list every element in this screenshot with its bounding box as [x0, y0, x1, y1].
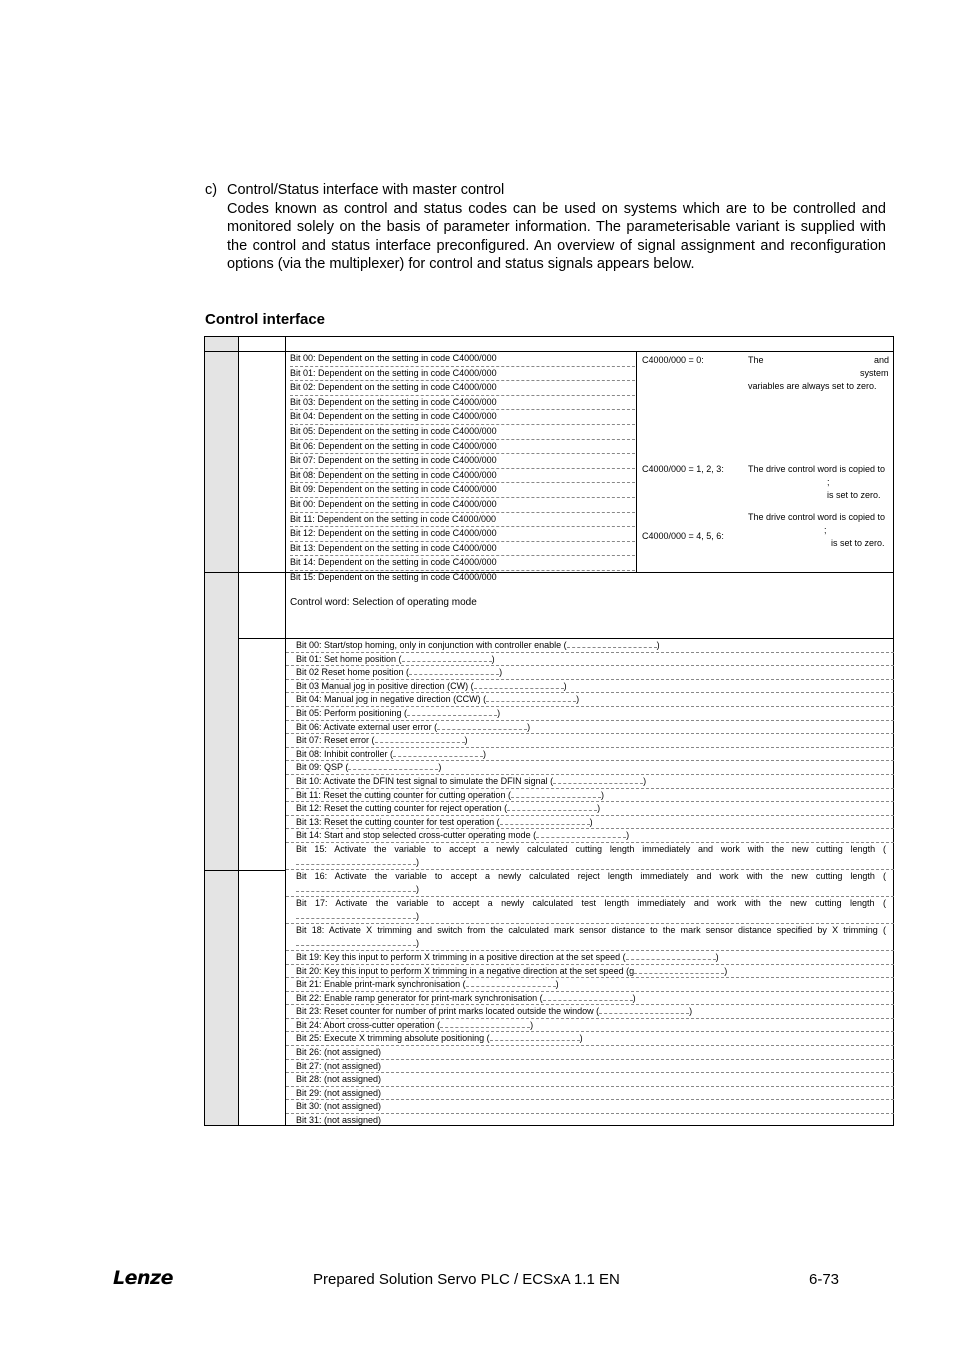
close-paren: ) [416, 937, 419, 948]
bit-label: Bit 29: (not assigned) [296, 1087, 382, 1098]
close-paren: ) [643, 775, 647, 786]
note-text: The drive control word is copied to [748, 512, 886, 522]
bit-label: Bit 11: Reset the cutting counter for cutting operation ( [296, 789, 511, 800]
close-paren: ) [527, 721, 531, 732]
bit-label: Bit 10: Activate the DFIN test signal to simulate the DFIN signal ( [296, 775, 554, 786]
bit-label: Bit 15: Activate the variable to accept a newly calculated cutting length immediately and work with the new cutting length ( [296, 843, 886, 854]
bit-row [286, 734, 894, 748]
placeholder-blank [348, 769, 438, 770]
close-paren: ) [715, 951, 719, 962]
placeholder-blank [567, 647, 657, 648]
placeholder-blank [626, 959, 716, 960]
bit-row: Bit 03: Dependent on the setting in code C4000/000 [290, 396, 635, 411]
placeholder-blank [393, 756, 483, 757]
placeholder-blank [296, 891, 416, 892]
placeholder-blank [507, 810, 597, 811]
bit-row [286, 693, 894, 707]
close-paren: ) [491, 653, 495, 664]
note-text: ; [827, 477, 830, 487]
bit-row [286, 978, 894, 992]
bit-row: Bit 00: Dependent on the setting in code C4000/000 [290, 352, 635, 367]
bit-label: Bit 02 Reset home position ( [296, 667, 410, 678]
close-paren: ) [416, 910, 419, 921]
section-title: Control interface [205, 311, 326, 328]
placeholder-blank [437, 729, 527, 730]
bit-label: Bit 03 Manual jog in positive direction (CW) ( [296, 680, 474, 691]
table-row-control-word-1 [286, 352, 894, 582]
bit-row [286, 1060, 894, 1074]
bit-row [286, 951, 894, 965]
note-text: variables are always set to zero. [748, 381, 877, 391]
bit-row [286, 1005, 894, 1019]
close-paren: ) [689, 1006, 693, 1017]
bit-row [286, 680, 894, 694]
bit-row [286, 748, 894, 762]
footer-title: Prepared Solution Servo PLC / ECSxA 1.1 EN [313, 1271, 620, 1288]
close-paren: ) [499, 667, 503, 678]
close-paren: ) [416, 883, 419, 894]
close-paren: ) [563, 680, 567, 691]
bit-label: Bit 07: Reset error ( [296, 735, 375, 746]
bit-label: Bit 30: (not assigned) [296, 1101, 382, 1112]
close-paren: ) [530, 1019, 534, 1030]
bit-row: Bit 12: Dependent on the setting in code C4000/000 [290, 527, 635, 542]
placeholder-blank [296, 918, 416, 919]
bit-list [286, 352, 637, 582]
close-paren: ) [600, 789, 604, 800]
bit-row [286, 816, 894, 830]
placeholder-blank [486, 701, 576, 702]
bit-row [286, 992, 894, 1006]
placeholder-blank [536, 837, 626, 838]
close-paren: ) [626, 830, 630, 841]
table-row-mode-selection: Control word: Selection of operating mode [290, 597, 477, 608]
placeholder-blank [296, 945, 416, 946]
close-paren: ) [438, 762, 442, 773]
bit-label: Bit 16: Activate the variable to accept a newly calculated reject length immediately and work with the new cutting length ( [296, 870, 886, 881]
bit-row [286, 870, 894, 897]
list-label: c) [205, 182, 218, 198]
bit-row: Bit 14: Dependent on the setting in code C4000/000 [290, 556, 635, 571]
note-code: C4000/000 = 4, 5, 6: [642, 531, 724, 541]
bit-label: Bit 01: Set home position ( [296, 653, 402, 664]
bit-label: Bit 05: Perform positioning ( [296, 707, 408, 718]
placeholder-blank [511, 797, 601, 798]
bit-label: Bit 27: (not assigned) [296, 1060, 382, 1071]
close-paren: ) [589, 816, 593, 827]
bit-row: Bit 13: Dependent on the setting in code C4000/000 [290, 542, 635, 557]
table-column-shaded [205, 337, 239, 1125]
page-number: 6-73 [809, 1271, 840, 1288]
bit-row [286, 1032, 894, 1046]
bit-row [286, 666, 894, 680]
bit-label: Bit 24: Abort cross-cutter operation ( [296, 1019, 441, 1030]
bit-row [286, 1019, 894, 1033]
bit-row [286, 829, 894, 843]
bit-row: Bit 15: Dependent on the setting in code C4000/000 [290, 571, 497, 582]
bit-row [286, 1114, 894, 1127]
bit-label: Bit 13: Reset the cutting counter for test operation ( [296, 816, 500, 827]
bit-row [286, 1046, 894, 1060]
note-text: The [748, 355, 764, 365]
bit-row [286, 897, 894, 924]
intro-paragraph: Codes known as control and status codes can be used on systems which are to be controlled and monitored solely on the basis of parameter information. The parameterisable variant is supplied with the control and status interface preconfigured. An overview of signal assignment and reconfiguration options (via the multiplexer) for control and status signals appears below. [227, 200, 886, 272]
bit-label: Bit 00: Start/stop homing, only in conjunction with controller enable ( [296, 640, 567, 650]
control-interface-table [204, 336, 894, 1126]
table-column-code [239, 337, 286, 1125]
bit-label: Bit 14: Start and stop selected cross-cutter operating mode ( [296, 830, 537, 841]
bit-row [286, 1073, 894, 1087]
placeholder-blank [375, 742, 465, 743]
note-code: C4000/000 = 0: [642, 355, 704, 365]
note-text: is set to zero. [831, 538, 885, 548]
bit-row: Bit 08: Dependent on the setting in code C4000/000 [290, 469, 635, 484]
bit-row: Bit 04: Dependent on the setting in code C4000/000 [290, 410, 635, 425]
note-code: C4000/000 = 1, 2, 3: [642, 464, 724, 474]
bit-row: Bit 09: Dependent on the setting in code C4000/000 [290, 483, 635, 498]
placeholder-blank [296, 864, 416, 865]
bit-label: Bit 08: Inhibit controller ( [296, 748, 394, 759]
bit-label: Bit 19: Key this input to perform X trimming in a positive direction at the set speed ( [296, 951, 626, 962]
close-paren: ) [597, 803, 601, 814]
bit-label: Bit 22: Enable ramp generator for print-mark synchronisation ( [296, 992, 543, 1003]
bit-row [286, 639, 894, 653]
bit-row [286, 653, 894, 667]
note-text: system [860, 368, 889, 378]
close-paren: ) [416, 856, 419, 867]
bit-row [286, 1087, 894, 1101]
lenze-logo: Lenze [113, 1267, 173, 1289]
bit-row: Bit 02: Dependent on the setting in code C4000/000 [290, 381, 635, 396]
bit-row [286, 775, 894, 789]
bit-row [286, 924, 894, 951]
close-paren: ) [464, 735, 468, 746]
intro-section [205, 181, 886, 274]
bit-row: Bit 11: Dependent on the setting in code C4000/000 [290, 513, 635, 528]
close-paren: ) [555, 979, 559, 990]
bit-label: Bit 06: Activate external user error ( [296, 721, 438, 732]
bit-label: Bit 18: Activate X trimming and switch from the calculated mark sensor distance to the mark sensor distance specified by X trimming ( [296, 924, 886, 935]
bit-row: Bit 07: Dependent on the setting in code C4000/000 [290, 454, 635, 469]
placeholder-blank [634, 973, 724, 974]
bit-label: Bit 12: Reset the cutting counter for reject operation ( [296, 803, 508, 814]
close-paren: ) [483, 748, 487, 759]
placeholder-blank [500, 824, 590, 825]
bit-label: Bit 31: (not assigned) [296, 1115, 382, 1126]
placeholder-blank [543, 1000, 633, 1001]
note-text: is set to zero. [827, 490, 881, 500]
placeholder-blank [599, 1013, 689, 1014]
bit-row: Bit 00: Dependent on the setting in code C4000/000 [290, 498, 635, 513]
table-row-divider [205, 870, 286, 871]
bit-row [286, 761, 894, 775]
close-paren: ) [579, 1033, 583, 1044]
bit-row [286, 721, 894, 735]
bit-row [286, 707, 894, 721]
close-paren: ) [724, 965, 728, 976]
bit-label: Bit 23: Reset counter for number of print marks located outside the window ( [296, 1006, 600, 1017]
close-paren: ) [656, 640, 660, 650]
bit-label: Bit 21: Enable print-mark synchronisation ( [296, 979, 466, 990]
bit-row: Bit 06: Dependent on the setting in code C4000/000 [290, 440, 635, 455]
placeholder-blank [402, 661, 492, 662]
close-paren: ) [497, 707, 501, 718]
bit-label: Bit 04: Manual jog in negative direction (CCW) ( [296, 694, 487, 705]
bit-label: Bit 25: Execute X trimming absolute positioning ( [296, 1033, 490, 1044]
note-text: and [874, 355, 890, 365]
bit-row: Bit 01: Dependent on the setting in code C4000/000 [290, 367, 635, 382]
close-paren: ) [632, 992, 636, 1003]
bit-row [286, 843, 894, 870]
placeholder-blank [440, 1027, 530, 1028]
bit-row: Bit 05: Dependent on the setting in code C4000/000 [290, 425, 635, 440]
bit-row [286, 1100, 894, 1114]
bit-row [286, 789, 894, 803]
bit-label: Bit 17: Activate the variable to accept a newly calculated test length immediately and work with the new cutting length ( [296, 897, 886, 908]
placeholder-blank [466, 986, 556, 987]
bit-row [286, 965, 894, 979]
placeholder-blank [553, 783, 643, 784]
placeholder-blank [490, 1040, 580, 1041]
bit-label: Bit 28: (not assigned) [296, 1074, 382, 1085]
placeholder-blank [409, 674, 499, 675]
note-text: The drive control word is copied to [748, 464, 886, 474]
close-paren: ) [576, 694, 580, 705]
bit-label: Bit 26: (not assigned) [296, 1047, 382, 1058]
intro-heading: Control/Status interface with master control [227, 182, 505, 198]
bit-row [286, 802, 894, 816]
table-row-control-word-2 [286, 639, 894, 1127]
note-text: ; [824, 525, 827, 535]
placeholder-blank [474, 688, 564, 689]
bit-label: Bit 09: QSP ( [296, 762, 349, 773]
placeholder-blank [407, 715, 497, 716]
bit-label: Bit 20: Key this input to perform X trimming in a negative direction at the set speed (g [296, 965, 635, 976]
